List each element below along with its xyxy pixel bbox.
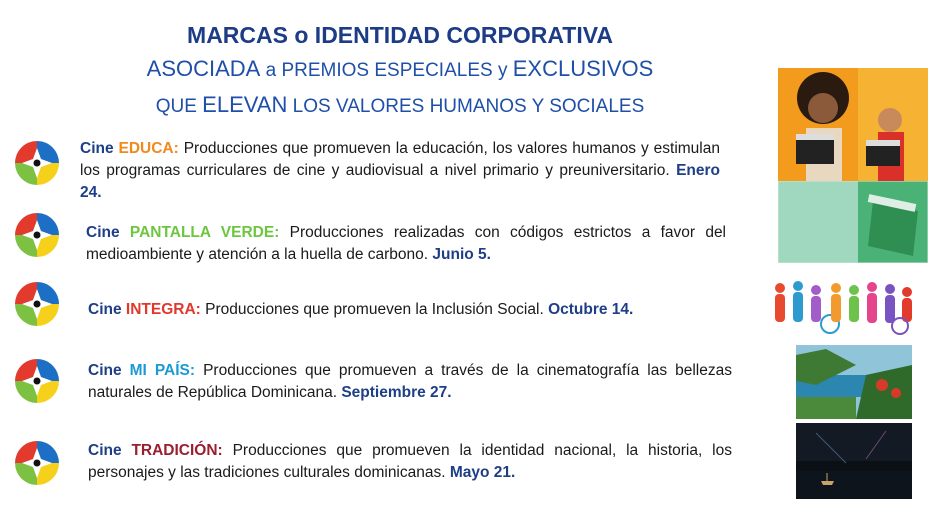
item-prefix: Cine [86,224,130,241]
page-subtitle-line-2 [40,52,760,88]
item-name: INTEGRA: [125,301,201,318]
page-subtitle-line-3 [40,88,760,124]
item-text: Producciones que promueven a través de la cinematografía las bellezas naturales de República Dominicana. [88,362,732,401]
item-text: Producciones que promueven la educación, los valores humanos y estimulan los programas curriculares de cine y audiovisual a nivel primario y preuniversitario. [80,140,720,179]
compass-star-logo-icon [14,281,60,327]
item-prefix: Cine [80,140,119,157]
compass-star-logo-icon [14,440,60,486]
educa-photo [778,68,928,181]
item-date: Mayo 21. [449,464,516,481]
subtitle-text: QUE [155,96,203,117]
item-prefix: Cine [88,442,132,459]
item-text: Producciones realizadas con códigos estrictos a favor del medioambiente y atención a la huella de carbono. [86,224,727,263]
item-text: Producciones que promueven la identidad nacional, la historia, los personajes y las tradiciones culturales dominicanas. [88,442,732,481]
subtitle-emphasis-elevan: ELEVAN [202,92,288,117]
tradicion-night-ship-photo [796,423,912,499]
item-date: Octubre 14. [548,301,634,318]
compass-star-logo-icon [14,212,60,258]
item-description [88,360,732,404]
subtitle-text: a PREMIOS ESPECIALES y [260,60,513,81]
item-description [88,440,732,484]
page-header [40,18,760,124]
item-text: Producciones que promueven la Inclusión Social. [200,301,549,318]
item-description [86,222,726,266]
item-prefix: Cine [88,301,126,318]
page-title: MARCAS o IDENTIDAD CORPORATIVA [187,22,613,48]
item-description [88,299,728,321]
item-prefix: Cine [88,362,130,379]
item-name: PANTALLA VERDE: [129,224,280,241]
pantalla-verde-banner [778,181,928,263]
subtitle-emphasis-asociada: ASOCIADA [146,56,261,81]
item-name: MI PAÍS: [129,362,196,379]
integra-inclusion-image [770,278,920,336]
item-name: EDUCA: [118,140,179,157]
subtitle-text: LOS VALORES HUMANOS Y SOCIALES [287,96,645,117]
item-date: Junio 5. [432,246,491,263]
subtitle-emphasis-exclusivos: EXCLUSIVOS [512,56,654,81]
item-name: TRADICIÓN: [131,442,223,459]
item-description [80,138,720,204]
mi-pais-landscape-photo [796,345,912,419]
compass-star-logo-icon [14,140,60,186]
item-date: Enero 24. [80,162,720,201]
item-date: Septiembre 27. [341,384,452,401]
compass-star-logo-icon [14,358,60,404]
